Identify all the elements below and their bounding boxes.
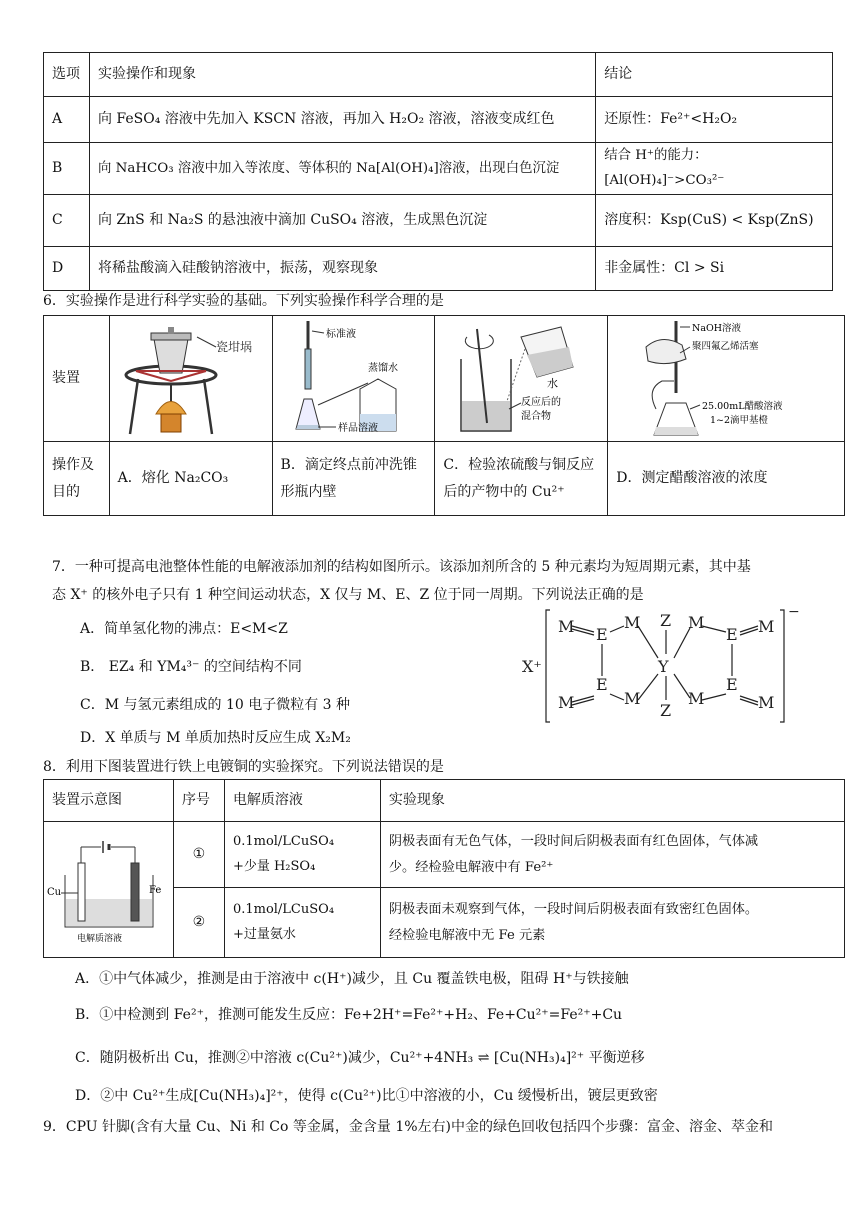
struct-z-bottom: Z bbox=[660, 701, 672, 720]
q6-option-a: A．熔化 Na₂CO₃ bbox=[109, 442, 272, 516]
crucible-label: 瓷坩埚 bbox=[215, 339, 252, 354]
q7-structure bbox=[520, 604, 800, 734]
table-row-option: B bbox=[44, 143, 90, 195]
table-row-option: A bbox=[44, 97, 90, 143]
fig-fe-label: Fe bbox=[149, 884, 162, 896]
fig-d-label-1: NaOH溶液 bbox=[692, 322, 742, 334]
fig-c-label-3: 混合物 bbox=[521, 410, 552, 422]
table-row-operation: 将稀盐酸滴入硅酸钠溶液中，振荡，观察现象 bbox=[89, 246, 595, 290]
cation-x: X⁺ bbox=[522, 657, 542, 676]
q7-option-b: B． EZ₄ 和 YM₄³⁻ 的空间结构不同 bbox=[80, 659, 302, 675]
q8-header-no: 序号 bbox=[173, 780, 224, 822]
struct-m-7: M bbox=[758, 617, 775, 636]
q6-table bbox=[43, 315, 845, 516]
struct-m-3: M bbox=[624, 613, 641, 632]
table-row-conclusion: 结合 H⁺的能力：[Al(OH)₄]⁻>CO₃²⁻ bbox=[596, 143, 833, 195]
struct-charge: − bbox=[788, 604, 800, 620]
q8-stem: 8．利用下图装置进行铁上电镀铜的实验探究。下列说法错误的是 bbox=[43, 759, 444, 775]
fig-b-label-1: 标准液 bbox=[326, 328, 357, 340]
q8-row-solution-line2: +少量 H₂SO₄ bbox=[232, 858, 316, 874]
figure-acid-titration bbox=[608, 316, 845, 442]
q8-header-solution: 电解质溶液 bbox=[224, 780, 380, 822]
fig-solution-label: 电解质溶液 bbox=[77, 933, 123, 944]
q8-option-c: C．随阴极析出 Cu，推测②中溶液 c(Cu²⁺)减少，Cu²⁺+4NH₃ ⇌ [Cu(NH₃)₄]²⁺ 平衡逆移 bbox=[75, 1050, 645, 1066]
q8-row-solution-line1: 0.1mol/LCuSO₄ bbox=[232, 833, 335, 849]
struct-m-5: M bbox=[688, 613, 705, 632]
q8-row-observation-line2: 少。经检验电解液中有 Fe²⁺ bbox=[388, 859, 554, 875]
q7-stem-line2: 态 X⁺ 的核外电子只有 1 种空间运动状态，X 仅与 M、E、Z 位于同一周期。下列说法正确的是 bbox=[52, 587, 644, 603]
q7-stem-line1: 7．一种可提高电池整体性能的电解液添加剂的结构如图所示。该添加剂所含的 5 种元素均为短周期元素，其中基 bbox=[52, 559, 751, 575]
struct-e-top-right: E bbox=[726, 625, 738, 644]
q8-row-no: ② bbox=[173, 888, 224, 958]
fig-b-label-2: 蒸馏水 bbox=[368, 362, 399, 374]
struct-y: Y bbox=[658, 657, 669, 676]
q8-row-solution-line2: +过量氨水 bbox=[232, 926, 296, 942]
struct-e-bottom-left: E bbox=[596, 675, 608, 694]
table-row-option: D bbox=[44, 246, 90, 290]
fig-d-label-2: 聚四氟乙烯活塞 bbox=[692, 340, 759, 352]
q7-option-d: D．X 单质与 M 单质加热时反应生成 X₂M₂ bbox=[80, 730, 351, 746]
q8-table bbox=[43, 779, 845, 958]
q7-option-a: A．简单氢化物的沸点：E<M<Z bbox=[80, 621, 288, 637]
header-option: 选项 bbox=[44, 53, 90, 97]
fig-b-label-3: 样品溶液 bbox=[338, 422, 379, 434]
q7-option-c: C．M 与氢元素组成的 10 电子微粒有 3 种 bbox=[80, 697, 351, 713]
struct-e-bottom-right: E bbox=[726, 675, 738, 694]
struct-m-8: M bbox=[758, 693, 775, 712]
struct-e-top-left: E bbox=[596, 625, 608, 644]
q8-row-no: ① bbox=[173, 822, 224, 888]
q6-stem: 6．实验操作是进行科学实验的基础。下列实验操作科学合理的是 bbox=[43, 293, 444, 309]
q6-option-d: D．测定醋酸溶液的浓度 bbox=[608, 442, 845, 516]
q6-operation-label: 操作及目的 bbox=[44, 442, 110, 516]
q6-option-c: C．检验浓硫酸与铜反应后的产物中的 Cu²⁺ bbox=[435, 442, 608, 516]
q8-header-observation: 实验现象 bbox=[380, 780, 844, 822]
q8-option-b: B．①中检测到 Fe²⁺，推测可能发生反应：Fe+2H⁺=Fe²⁺+H₂、Fe+Cu²⁺=Fe²⁺+Cu bbox=[75, 1007, 623, 1023]
figure-titration bbox=[272, 316, 435, 442]
fig-d-label-3: 25.00mL醋酸溶液 bbox=[702, 400, 783, 412]
header-conclusion: 结论 bbox=[596, 53, 833, 97]
table-row-operation: 向 ZnS 和 Na₂S 的悬浊液中滴加 CuSO₄ 溶液，生成黑色沉淀 bbox=[89, 194, 595, 246]
q8-option-a: A．①中气体减少，推测是由于溶液中 c(H⁺)减少，且 Cu 覆盖铁电极，阻碍 H⁺与铁接触 bbox=[75, 971, 629, 987]
q9-stem: 9．CPU 针脚(含有大量 Cu、Ni 和 Co 等金属，金含量 1%左右)中金的绿色回收包括四个步骤：富金、溶金、萃金和 bbox=[43, 1119, 774, 1135]
q8-row-observation bbox=[380, 888, 844, 958]
q8-row-observation-line2: 经检验电解液中无 Fe 元素 bbox=[388, 927, 546, 943]
table-row-operation: 向 FeSO₄ 溶液中先加入 KSCN 溶液，再加入 H₂O₂ 溶液，溶液变成红色 bbox=[89, 97, 595, 143]
figure-electroplating bbox=[44, 822, 174, 958]
struct-m-1: M bbox=[558, 617, 575, 636]
struct-z-top: Z bbox=[660, 611, 672, 630]
table-row-conclusion: 还原性：Fe²⁺<H₂O₂ bbox=[596, 97, 833, 143]
q6-option-b: B．滴定终点前冲洗锥形瓶内壁 bbox=[272, 442, 435, 516]
table-row-operation: 向 NaHCO₃ 溶液中加入等浓度、等体积的 Na[Al(OH)₄]溶液，出现白色沉淀 bbox=[89, 143, 595, 195]
table-row-option: C bbox=[44, 194, 90, 246]
struct-m-2: M bbox=[558, 693, 575, 712]
q8-header-figure: 装置示意图 bbox=[44, 780, 174, 822]
q5-table bbox=[43, 52, 833, 291]
table-row-conclusion: 溶度积：Ksp(CuS) < Ksp(ZnS) bbox=[596, 194, 833, 246]
q8-row-solution bbox=[224, 888, 380, 958]
fig-c-label-1: 水 bbox=[547, 376, 559, 390]
q6-device-label: 装置 bbox=[44, 316, 110, 442]
fig-d-label-4: 1~2滴甲基橙 bbox=[710, 414, 769, 426]
struct-m-6: M bbox=[688, 689, 705, 708]
table-row-conclusion: 非金属性：Cl > Si bbox=[596, 246, 833, 290]
q8-option-d: D．②中 Cu²⁺生成[Cu(NH₃)₄]²⁺，使得 c(Cu²⁺)比①中溶液的小，Cu 缓慢析出，镀层更致密 bbox=[75, 1088, 658, 1104]
fig-c-label-2: 反应后的 bbox=[521, 396, 562, 408]
q8-row-solution-line1: 0.1mol/LCuSO₄ bbox=[232, 901, 335, 917]
figure-crucible bbox=[109, 316, 272, 442]
q8-row-observation-line1: 阴极表面未观察到气体，一段时间后阴极表面有致密红色固体。 bbox=[388, 902, 759, 918]
q8-row-observation-line1: 阴极表面有无色气体，一段时间后阴极表面有红色固体，气体减 bbox=[388, 834, 759, 850]
q8-row-observation bbox=[380, 822, 844, 888]
struct-m-4: M bbox=[624, 689, 641, 708]
fig-cu-label: Cu bbox=[47, 886, 62, 898]
header-operation: 实验操作和现象 bbox=[89, 53, 595, 97]
q8-row-solution bbox=[224, 822, 380, 888]
figure-dilution bbox=[435, 316, 608, 442]
